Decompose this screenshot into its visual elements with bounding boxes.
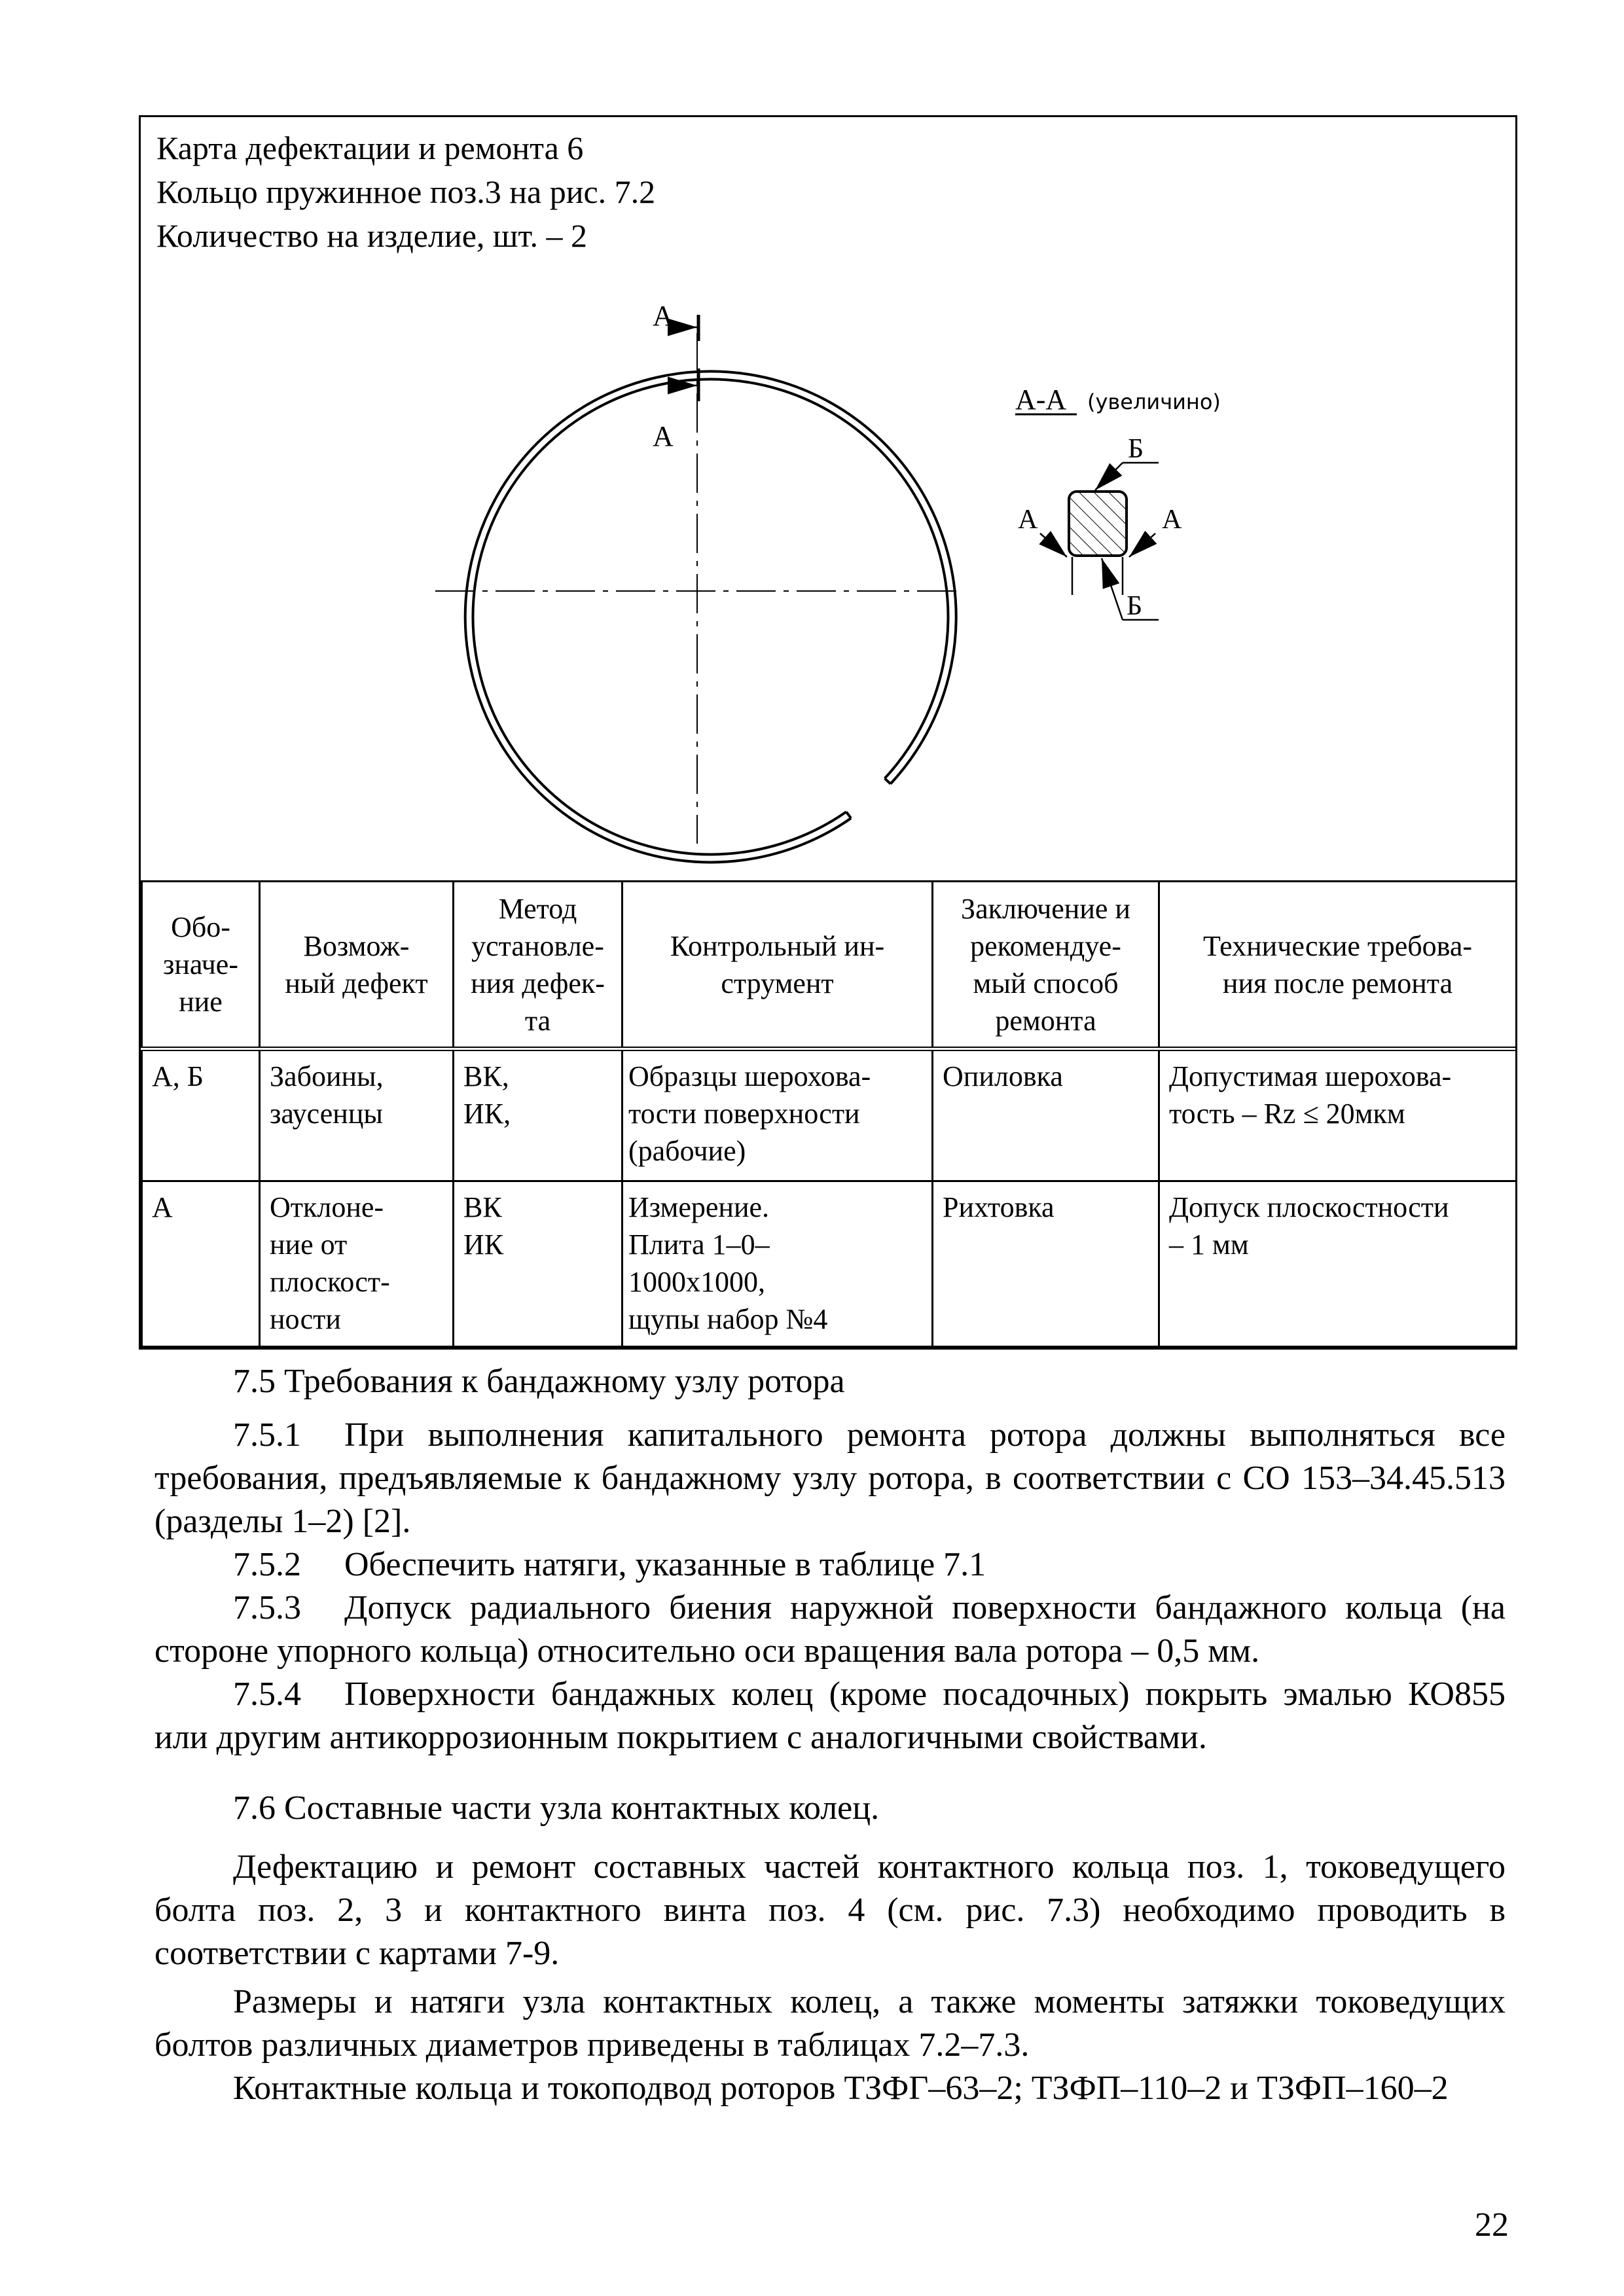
leader-a-left xyxy=(1040,533,1067,557)
paragraph xyxy=(154,1414,1506,1543)
label-b-bottom: Б xyxy=(1127,591,1143,621)
table-header-row xyxy=(142,882,1517,1049)
header-instrument-text: Контрольный ин- струмент xyxy=(670,929,885,999)
paragraph: Размеры и натяги узла контактных колец, а также моменты затяжки токоведущих болтов различных диаметров приведены в таблицах 7.2–7.3. xyxy=(154,1983,1506,2064)
clause-number: 7.5.2 xyxy=(233,1546,301,1583)
clause-number: 7.5.1 xyxy=(233,1416,301,1454)
table-cell xyxy=(1159,1049,1517,1181)
section-title: А-А xyxy=(1015,384,1067,416)
table-cell xyxy=(260,1049,454,1181)
cut-label-top: А xyxy=(653,300,674,332)
paragraph xyxy=(154,1543,1506,1587)
table-cell xyxy=(454,1181,623,1346)
paragraph-text: Обеспечить натяги, указанные в таблице 7.1 xyxy=(344,1546,986,1583)
header-method-text: Метод установле- ния дефек- та xyxy=(471,892,605,1037)
cell-text: Образцы шерохова- тости поверхности (рабочие) xyxy=(628,1060,871,1167)
paragraph-text: При выполнения капитального ремонта ротора должны выполняться все требования, предъявляемые к бандажному узлу ротора, в соответствии с СО 153–34.45.513 (разделы 1–2) [2]. xyxy=(154,1416,1506,1540)
table-cell xyxy=(260,1181,454,1346)
table-row xyxy=(142,1049,1517,1181)
header-instrument xyxy=(623,882,933,1049)
section-7-5 xyxy=(154,1360,1506,1759)
label-b-top: Б xyxy=(1128,434,1144,464)
table-cell xyxy=(933,1049,1159,1181)
table-cell xyxy=(623,1181,933,1346)
defect-card xyxy=(139,115,1517,1350)
section-7-6 xyxy=(154,1787,1506,2110)
card-title: Карта дефектации и ремонта 6 xyxy=(156,130,584,166)
section-heading: 7.5 Требования к бандажному узлу ротора xyxy=(233,1363,845,1400)
cell-text: Отклоне- ние от плоскост- ности xyxy=(270,1191,390,1335)
paragraph xyxy=(154,1673,1506,1759)
table-cell xyxy=(142,1181,260,1346)
cell-text: А, Б xyxy=(152,1060,204,1092)
header-defect xyxy=(260,882,454,1049)
table-cell xyxy=(142,1049,260,1181)
table-cell xyxy=(454,1049,623,1181)
section-note: (увеличино) xyxy=(1087,389,1221,414)
label-a-left: А xyxy=(1018,505,1038,535)
card-part: Кольцо пружинное поз.3 на рис. 7.2 xyxy=(156,173,656,210)
paragraph: Дефектацию и ремонт составных частей контактного кольца поз. 1, токоведущего болта поз. 2, 3 и контактного винта поз. 4 (см. рис. 7.3) необходимо проводить в соответствии с картами 7-9. xyxy=(154,1848,1506,1972)
header-requirements xyxy=(1159,882,1517,1049)
leader-b-top xyxy=(1095,463,1123,490)
paragraph: Контактные кольца и токоподвод роторов ТЗФГ–63–2; ТЗФП–110–2 и ТЗФП–160–2 xyxy=(233,2070,1449,2107)
header-method xyxy=(454,882,623,1049)
cell-text: ВК ИК xyxy=(463,1191,504,1261)
clause-number: 7.5.4 xyxy=(233,1676,301,1713)
table-cell xyxy=(1159,1181,1517,1346)
leader-a-right xyxy=(1129,533,1155,557)
header-conclusion xyxy=(933,882,1159,1049)
ring-inner xyxy=(473,379,948,854)
cell-text: ВК, ИК, xyxy=(463,1060,511,1130)
ring-drawing xyxy=(141,117,1515,880)
ring-end xyxy=(846,812,851,818)
paragraph-text: Поверхности бандажных колец (кроме посадочных) покрыть эмалью КО855 или другим антикоррозионным покрытием с аналогичными свойствами. xyxy=(154,1676,1506,1756)
cell-text: Опиловка xyxy=(943,1060,1063,1092)
cell-text: А xyxy=(152,1191,173,1223)
cell-text: Допуск плоскостности – 1 мм xyxy=(1169,1191,1449,1261)
cell-text: Забоины, заусенцы xyxy=(270,1060,384,1130)
ring-outer xyxy=(465,371,956,862)
table-cell xyxy=(933,1181,1159,1346)
defect-table xyxy=(141,880,1517,1348)
paragraph-text: Допуск радиального биения наружной поверхности бандажного кольца (на стороне упорного кольца) относительно оси вращения вала ротора – 0,5 мм. xyxy=(154,1589,1506,1670)
page-number: 22 xyxy=(1475,2206,1509,2244)
cut-label-bottom: А xyxy=(653,420,674,452)
table-cell xyxy=(623,1049,933,1181)
section-heading: 7.6 Составные части узла контактных колец. xyxy=(233,1789,880,1827)
cell-text: Рихтовка xyxy=(943,1191,1055,1223)
header-designation xyxy=(142,882,260,1049)
card-quantity: Количество на изделие, шт. – 2 xyxy=(156,217,587,254)
label-a-right: А xyxy=(1162,505,1182,535)
header-requirements-text: Технические требова- ния после ремонта xyxy=(1202,929,1473,999)
cell-text: Измерение. Плита 1–0– 1000х1000, щупы набор №4 xyxy=(628,1191,828,1335)
leader-b-bottom xyxy=(1102,558,1123,620)
ring-end xyxy=(885,778,891,783)
header-conclusion-text: Заключение и рекомендуе- мый способ ремонта xyxy=(961,892,1130,1037)
clause-number: 7.5.3 xyxy=(233,1589,301,1626)
paragraph xyxy=(154,1587,1506,1673)
cell-text: Допустимая шерохова- тость – Rz ≤ 20мкм xyxy=(1169,1060,1452,1130)
header-defect-text: Возмож- ный дефект xyxy=(285,929,428,999)
header-designation-text: Обо- значе- ние xyxy=(162,911,238,1018)
table-row xyxy=(142,1181,1517,1346)
section-profile xyxy=(1069,492,1127,556)
